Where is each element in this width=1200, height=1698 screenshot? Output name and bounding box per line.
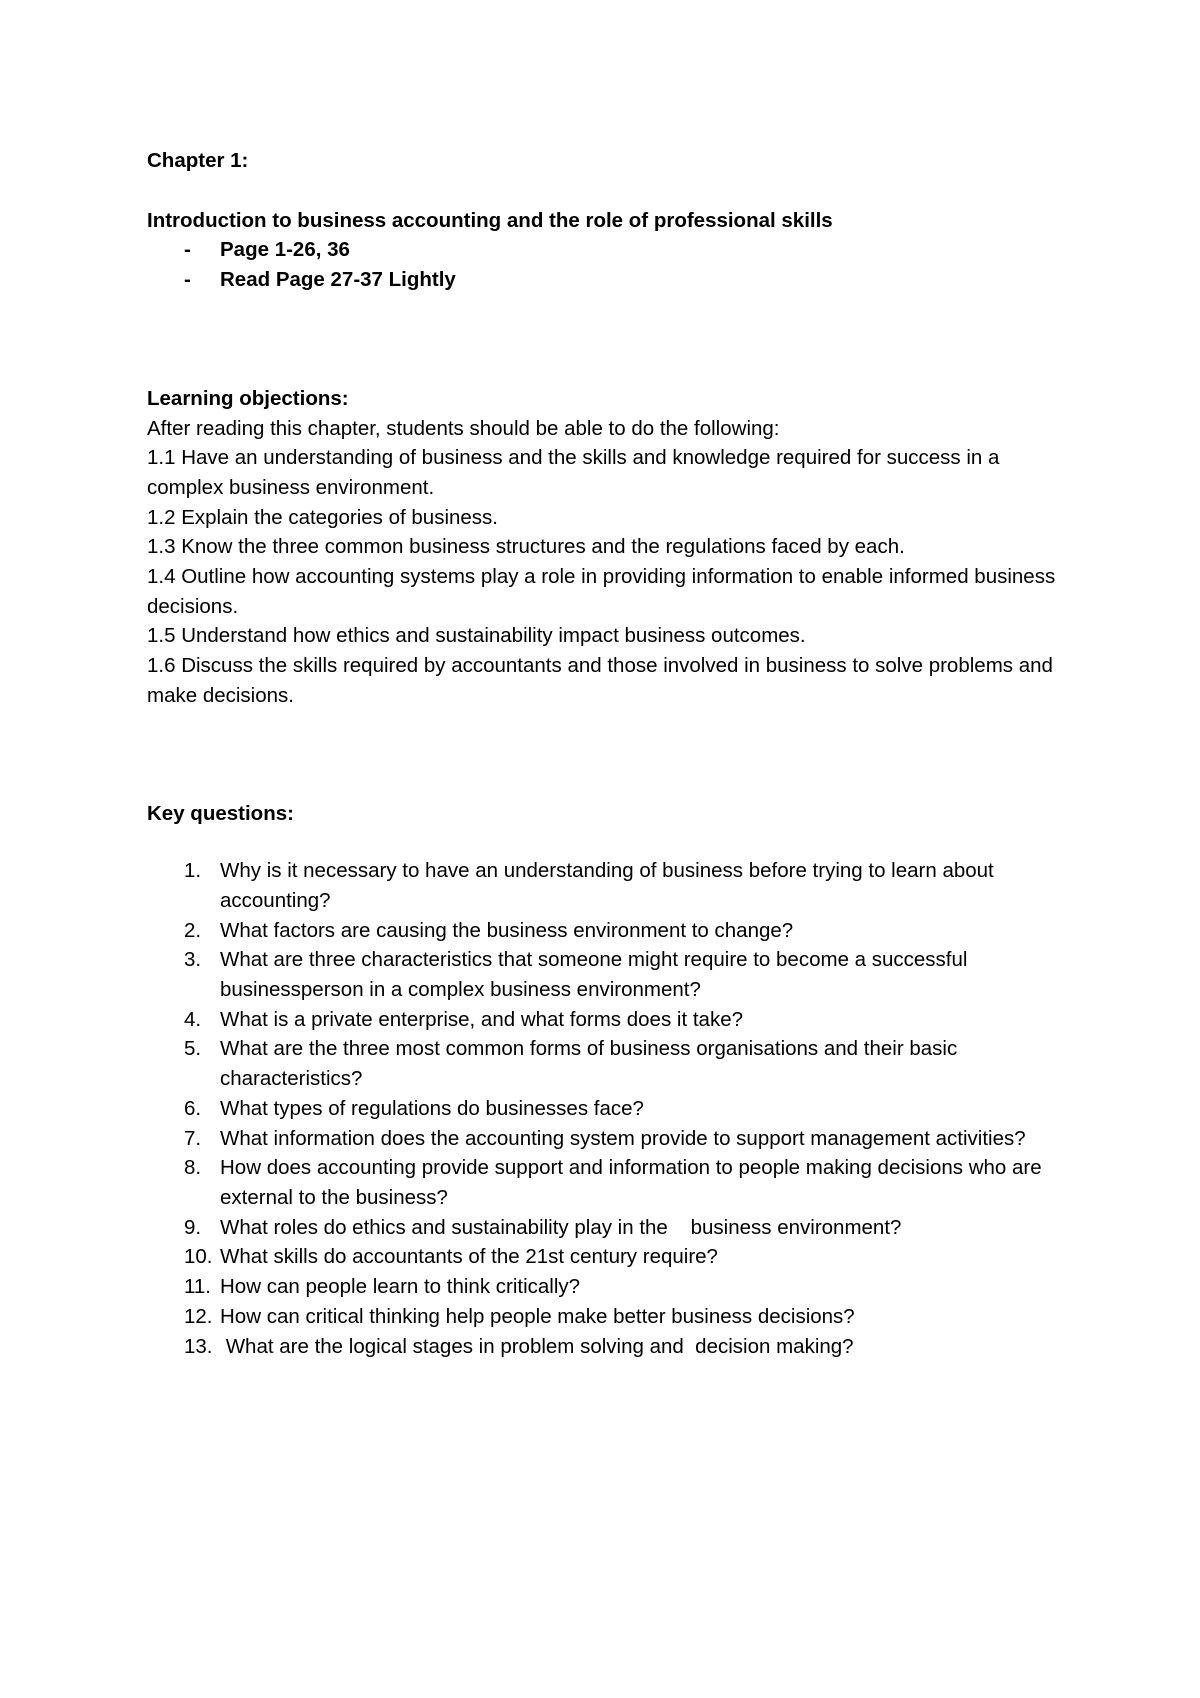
- list-item: [147, 1124, 1077, 1154]
- list-item: [147, 856, 1077, 915]
- question-number: 2.: [184, 918, 202, 942]
- list-item: [147, 1242, 1077, 1272]
- question-text: What types of regulations do businesses face?: [220, 1096, 644, 1120]
- reading-item-text: Read Page 27-37 Lightly: [220, 268, 456, 292]
- chapter-heading: Chapter 1:: [147, 149, 249, 172]
- question-number: 8.: [184, 1156, 202, 1180]
- list-item: [147, 916, 1077, 946]
- question-number: 10.: [184, 1245, 213, 1269]
- reading-item-text: Page 1-26, 36: [220, 238, 350, 262]
- list-item: [147, 265, 1077, 295]
- list-item: [147, 1094, 1077, 1124]
- question-number: 1.: [184, 859, 202, 883]
- question-number: 6.: [184, 1096, 202, 1120]
- objective-item: 1.4 Outline how accounting systems play a role in providing information to enable informed business decisions.: [147, 565, 1056, 618]
- objectives-heading: Learning objections:: [147, 386, 349, 410]
- question-text: What information does the accounting system provide to support management activities?: [220, 1126, 1026, 1150]
- questions-heading: Key questions:: [147, 801, 294, 825]
- question-text: What skills do accountants of the 21st century require?: [220, 1245, 718, 1269]
- list-item: [147, 235, 1077, 265]
- objective-item: 1.6 Discuss the skills required by accountants and those involved in business to solve problems and make decisions.: [147, 654, 1053, 707]
- question-text: Why is it necessary to have an understanding of business before trying to learn about accounting?: [220, 859, 994, 912]
- question-text: How does accounting provide support and information to people making decisions who are external to the business?: [220, 1156, 1042, 1209]
- question-number: 4.: [184, 1007, 202, 1031]
- document-page: [147, 146, 1077, 1361]
- list-item: [147, 1302, 1077, 1332]
- objective-item: 1.5 Understand how ethics and sustainability impact business outcomes.: [147, 624, 806, 648]
- question-text: How can critical thinking help people make better business decisions?: [220, 1304, 855, 1328]
- list-item: [147, 1332, 1077, 1362]
- list-item: [147, 1213, 1077, 1243]
- question-text: What factors are causing the business environment to change?: [220, 918, 794, 942]
- question-number: 13.: [184, 1334, 213, 1358]
- reading-list: [147, 235, 1077, 294]
- question-text: What are three characteristics that someone might require to become a successful businessperson in a complex business environment?: [220, 948, 968, 1002]
- questions-list: [147, 856, 1077, 1361]
- question-number: 3.: [184, 948, 202, 972]
- chapter-title: Introduction to business accounting and the role of professional skills: [147, 208, 833, 232]
- list-item: [147, 1272, 1077, 1302]
- objectives-intro: After reading this chapter, students should be able to do the following:: [147, 416, 780, 440]
- dash-marker: -: [184, 268, 191, 292]
- question-text: What roles do ethics and sustainability play in the business environment?: [220, 1215, 902, 1239]
- question-number: 9.: [184, 1215, 202, 1239]
- objective-item: 1.3 Know the three common business structures and the regulations faced by each.: [147, 535, 905, 559]
- list-item: [147, 1005, 1077, 1035]
- list-item: [147, 945, 1077, 1004]
- question-text: What are the three most common forms of business organisations and their basic characteristics?: [220, 1037, 958, 1091]
- objective-item: 1.1 Have an understanding of business and the skills and knowledge required for success in a complex business environment.: [147, 446, 1000, 499]
- objective-item: 1.2 Explain the categories of business.: [147, 505, 498, 529]
- list-item: [147, 1153, 1077, 1212]
- question-number: 5.: [184, 1037, 202, 1061]
- question-text: How can people learn to think critically?: [220, 1275, 581, 1299]
- dash-marker: -: [184, 238, 191, 262]
- question-number: 11.: [184, 1275, 211, 1299]
- question-text: What is a private enterprise, and what forms does it take?: [220, 1007, 744, 1031]
- question-number: 12.: [184, 1304, 213, 1328]
- list-item: [147, 1034, 1077, 1093]
- question-text: What are the logical stages in problem solving and decision making?: [220, 1334, 854, 1358]
- question-number: 7.: [184, 1126, 202, 1150]
